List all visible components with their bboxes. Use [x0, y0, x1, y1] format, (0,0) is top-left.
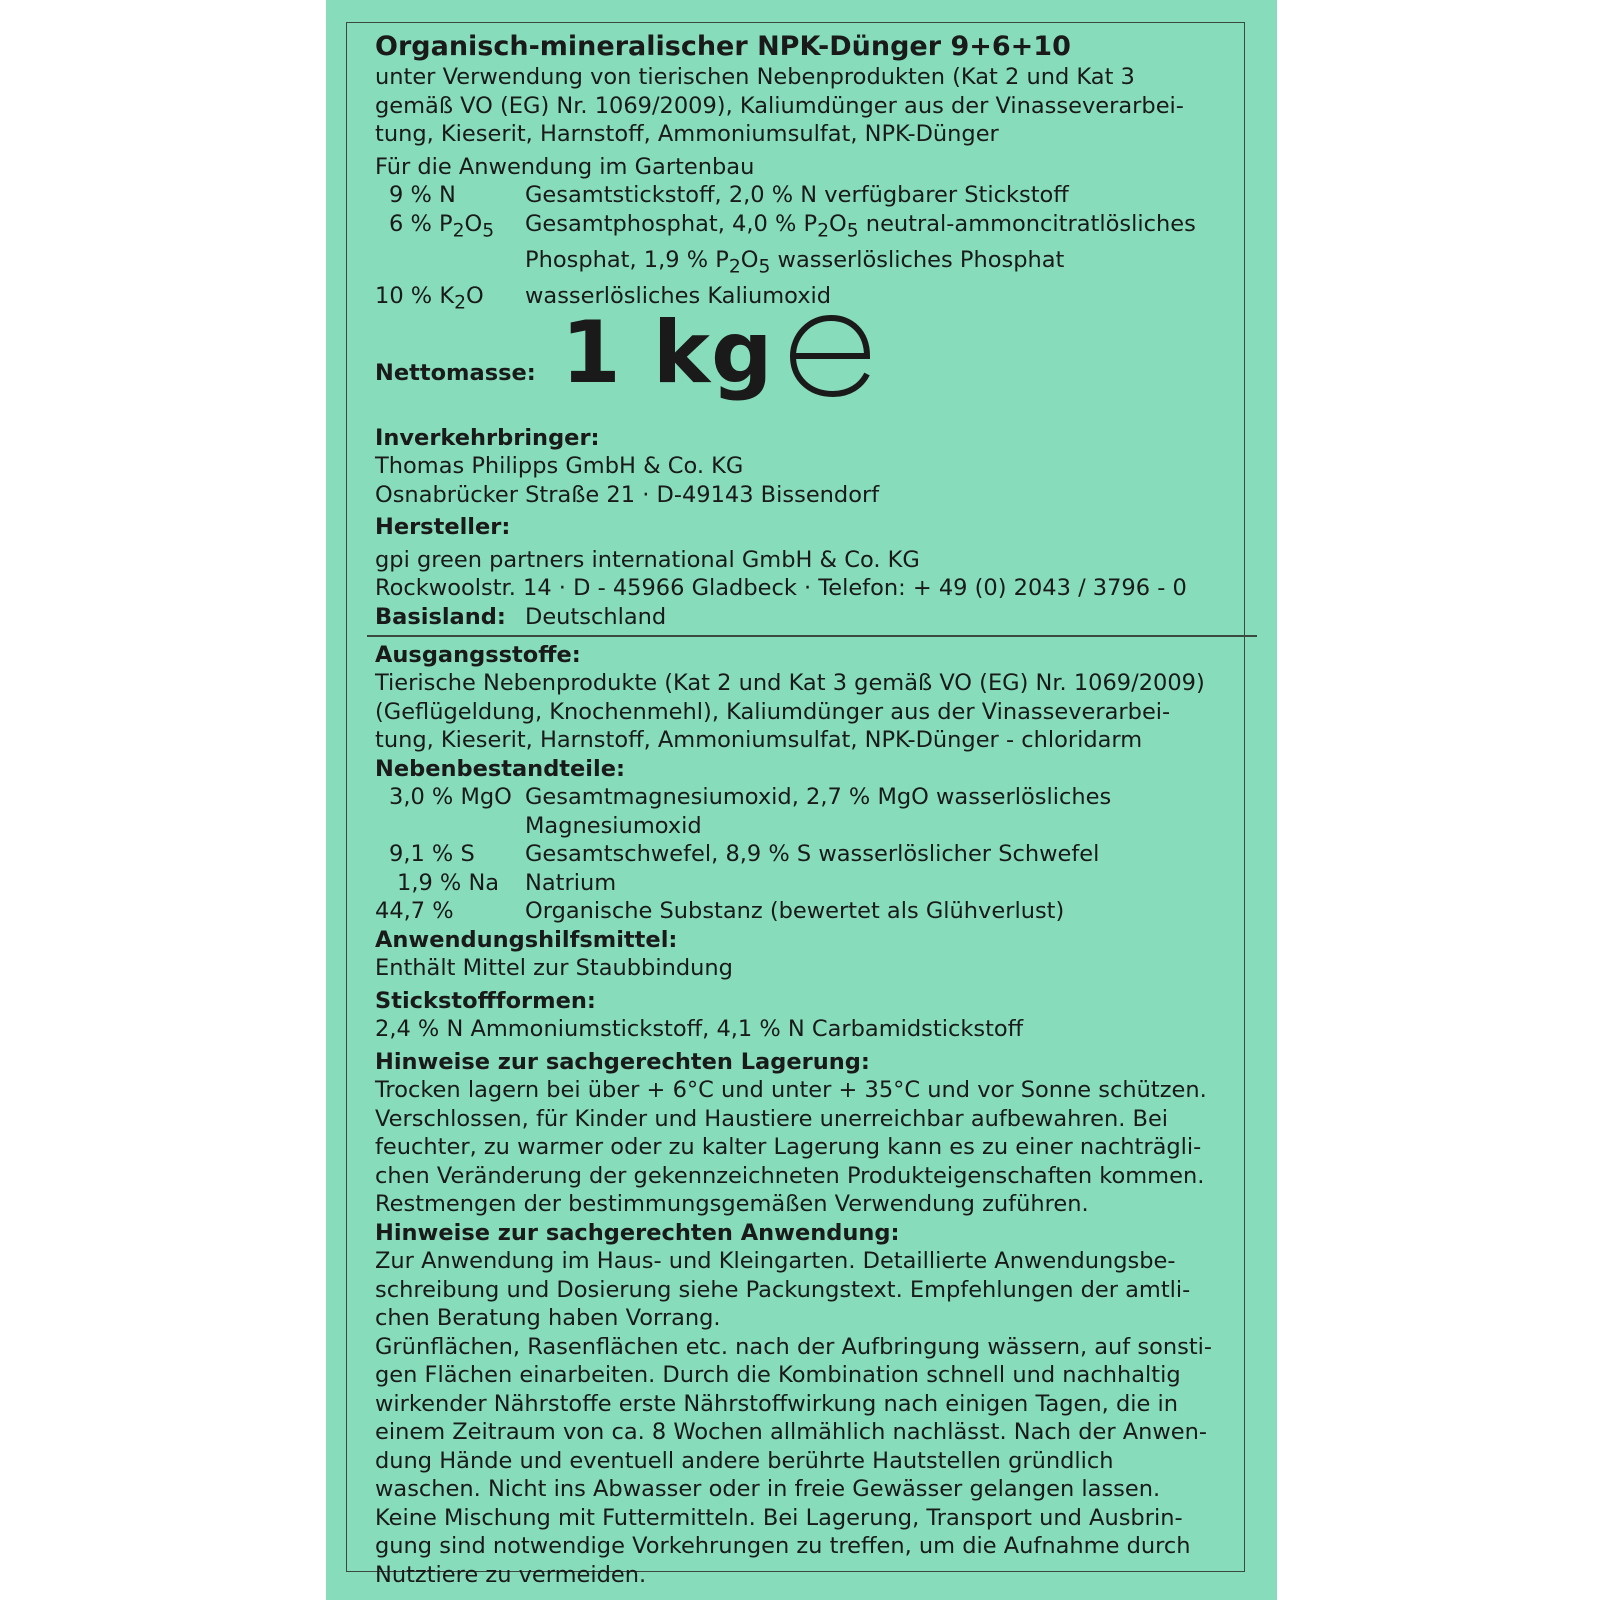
raw-materials-line: (Geflügeldung, Knochenmehl), Kaliumdünger aus der Vinasseverarbei-	[375, 698, 1171, 725]
secondary-row-s	[375, 840, 1245, 869]
nitrogen-forms-text: 2,4 % N Ammoniumstickstoff, 4,1 % N Carbamidstickstoff	[375, 1016, 1024, 1042]
section-divider	[367, 635, 1257, 637]
secondary-key: 1,9 % Na	[397, 869, 500, 896]
secondary-key: 9,1 % S	[389, 841, 475, 867]
application-line: einem Zeitraum von ca. 8 Wochen allmählich nachlässt. Nach der Anwen-	[375, 1419, 1208, 1445]
manufacturer-name: gpi green partners international GmbH & Co. KG	[375, 546, 920, 573]
storage-line: Restmengen der bestimmungsgemäßen Verwendung zuführen.	[375, 1191, 1089, 1217]
fertilizer-label	[326, 0, 1277, 1600]
nutrient-key: 9 % N	[389, 182, 456, 208]
distributor-heading: Inverkehrbringer:	[375, 424, 600, 451]
secondary-value: Organische Substanz (bewertet als Glühverlust)	[525, 898, 1065, 924]
secondary-value: Gesamtmagnesiumoxid, 2,7 % MgO wasserlösliches	[525, 784, 1112, 810]
raw-materials-line: Tierische Nebenprodukte (Kat 2 und Kat 3 gemäß VO (EG) Nr. 1069/2009)	[375, 670, 1205, 696]
application-line: gen Flächen einarbeiten. Durch die Kombination schnell und nachhaltig	[375, 1362, 1181, 1388]
aids-heading: Anwendungshilfsmittel:	[375, 926, 678, 953]
nutrient-row-p	[375, 210, 1245, 246]
storage-line: feuchter, zu warmer oder zu kalter Lagerung kann es zu einer nachträgli-	[375, 1134, 1202, 1160]
intro-line: unter Verwendung von tierischen Nebenprodukten (Kat 2 und Kat 3	[375, 64, 1135, 90]
secondary-key: 44,7 %	[375, 898, 454, 924]
application-line: wirkender Nährstoffe erste Nährstoffwirkung nach einigen Tagen, die in	[375, 1390, 1178, 1417]
country-label: Basisland:	[375, 603, 506, 630]
secondary-row-mg-cont	[375, 812, 1245, 841]
nitrogen-forms-heading: Stickstoffformen:	[375, 987, 596, 1014]
raw-materials-line: tung, Kieserit, Harnstoff, Ammoniumsulfat, NPK-Dünger - chloridarm	[375, 727, 1143, 753]
secondary-key: 3,0 % MgO	[389, 784, 512, 810]
secondary-value: Natrium	[525, 869, 617, 896]
application-line: Nutztiere zu vermeiden.	[375, 1561, 647, 1588]
nutrient-row-p-cont	[375, 246, 1245, 282]
nutrient-value: Gesamtphosphat, 4,0 % $P_2O_5$ neutral-ammoncitratlösliches	[525, 210, 1196, 241]
secondary-value: Magnesiumoxid	[525, 812, 702, 839]
e-mark-icon	[787, 304, 877, 404]
application-line: dung Hände und eventuell andere berührte Hautstellen gründlich	[375, 1447, 1114, 1474]
distributor-address: Osnabrücker Straße 21 · D-49143 Bissendorf	[375, 481, 880, 508]
application-line: waschen. Nicht ins Abwasser oder in freie Gewässer gelangen lassen.	[375, 1476, 1161, 1502]
nutrient-key: 6 % $P_2O_5$	[389, 210, 495, 241]
storage-line: Trocken lagern bei über + 6°C und unter + 35°C und vor Sonne schützen.	[375, 1077, 1207, 1103]
application-line: gung sind notwendige Vorkehrungen zu treffen, um die Aufnahme durch	[375, 1533, 1191, 1559]
secondary-row-org	[375, 897, 1245, 926]
storage-line: chen Veränderung der gekennzeichneten Produkteigenschaften kommen.	[375, 1162, 1205, 1189]
distributor-name: Thomas Philipps GmbH & Co. KG	[375, 453, 744, 479]
secondary-heading: Nebenbestandteile:	[375, 755, 625, 782]
country-row	[375, 603, 1245, 632]
secondary-row-na	[375, 869, 1245, 898]
nutrient-key: 10 % $K_2O$	[375, 282, 484, 313]
nutrient-value: Gesamtstickstoff, 2,0 % N verfügbarer Stickstoff	[525, 182, 1069, 208]
aids-text: Enthält Mittel zur Staubbindung	[375, 955, 733, 981]
label-frame	[346, 22, 1245, 1588]
application-line: schreibung und Dosierung siehe Packungstext. Empfehlungen der amtli-	[375, 1276, 1191, 1303]
secondary-row-mg	[375, 783, 1245, 812]
intro-line: tung, Kieserit, Harnstoff, Ammoniumsulfat, NPK-Dünger	[375, 121, 999, 147]
product-title: Organisch-mineralischer NPK-Dünger 9+6+10	[375, 31, 1071, 62]
storage-heading: Hinweise zur sachgerechten Lagerung:	[375, 1048, 870, 1075]
manufacturer-heading: Hersteller:	[375, 514, 511, 540]
manufacturer-address: Rockwoolstr. 14 · D - 45966 Gladbeck · Telefon: + 49 (0) 2043 / 3796 - 0	[375, 575, 1187, 601]
country-value: Deutschland	[525, 603, 667, 630]
secondary-value: Gesamtschwefel, 8,9 % S wasserlöslicher Schwefel	[525, 841, 1100, 867]
application-line: Zur Anwendung im Haus- und Kleingarten. Detaillierte Anwendungsbe-	[375, 1248, 1176, 1274]
label-content	[375, 31, 1245, 1589]
intro-text	[375, 63, 1245, 149]
net-mass-label: Nettomasse:	[375, 359, 536, 386]
raw-materials-heading: Ausgangsstoffe:	[375, 641, 581, 668]
application-line: Grünflächen, Rasenflächen etc. nach der Aufbringung wässern, auf sonsti-	[375, 1333, 1213, 1360]
application-line: chen Beratung haben Vorrang.	[375, 1305, 721, 1331]
application-line: Keine Mischung mit Futtermitteln. Bei Lagerung, Transport und Ausbrin-	[375, 1504, 1183, 1531]
application-heading: Hinweise zur sachgerechten Anwendung:	[375, 1219, 900, 1246]
nutrient-value: wasserlösliches Kaliumoxid	[525, 282, 832, 309]
usage-text: Für die Anwendung im Gartenbau	[375, 153, 755, 180]
intro-line: gemäß VO (EG) Nr. 1069/2009), Kaliumdünger aus der Vinasseverarbei-	[375, 92, 1184, 119]
net-mass-value: 1 kg	[561, 302, 774, 403]
nutrient-row-n	[375, 181, 1245, 210]
nutrient-value: Phosphat, 1,9 % $P_2O_5$ wasserlösliches Phosphat	[525, 246, 1065, 277]
storage-line: Verschlossen, für Kinder und Haustiere unerreichbar aufbewahren. Bei	[375, 1105, 1169, 1132]
net-mass	[375, 302, 1245, 424]
